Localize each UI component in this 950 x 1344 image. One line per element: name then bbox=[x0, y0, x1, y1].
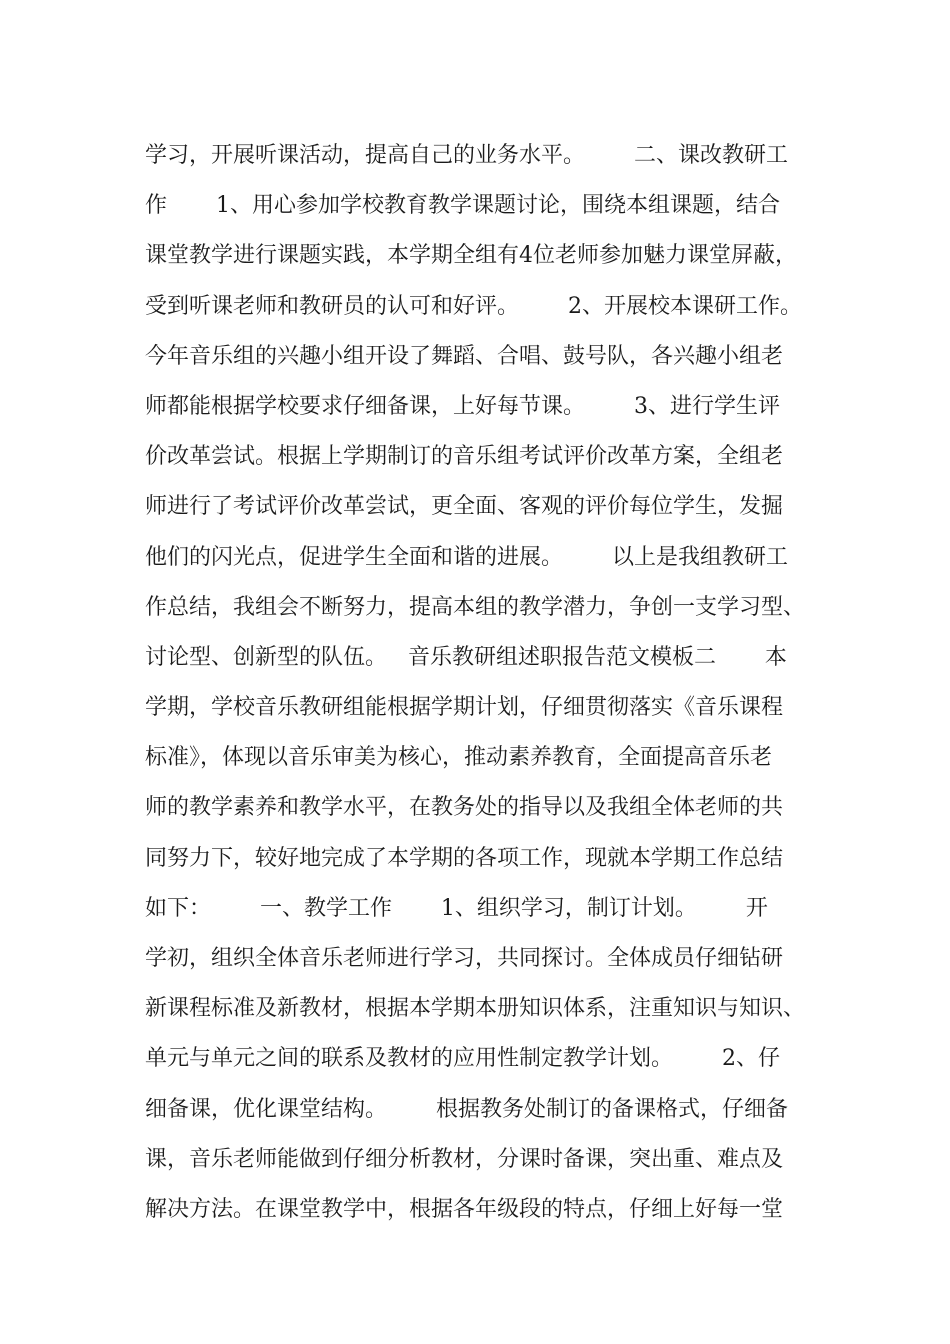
text-line: 受到听课老师和教研员的认可和好评。 2、开展校本课研工作。 bbox=[145, 293, 802, 319]
text-line: 今年音乐组的兴趣小组开设了舞蹈、合唱、鼓号队，各兴趣小组老 bbox=[145, 343, 784, 369]
text-line: 师都能根据学校要求仔细备课，上好每节课。 3、进行学生评 bbox=[145, 393, 780, 419]
text-line: 他们的闪光点，促进学生全面和谐的进展。 以上是我组教研工 bbox=[145, 544, 788, 570]
text-line: 如下： 一、教学工作 1、组织学习，制订计划。 开 bbox=[145, 895, 768, 921]
text-line: 单元与单元之间的联系及教材的应用性制定教学计划。 2、仔 bbox=[145, 1046, 780, 1072]
text-line: 师进行了考试评价改革尝试，更全面、客观的评价每位学生，发掘 bbox=[145, 494, 784, 520]
text-line: 学期，学校音乐教研组能根据学期计划，仔细贯彻落实《音乐课程 bbox=[145, 695, 784, 721]
text-line: 作 1、用心参加学校教育教学课题讨论，围绕本组课题，结合 bbox=[145, 193, 780, 219]
text-line: 学初，组织全体音乐老师进行学习，共同探讨。全体成员仔细钻研 bbox=[145, 946, 784, 971]
text-line: 新课程标准及新教材，根据本学期本册知识体系，注重知识与知识、 bbox=[145, 996, 806, 1022]
text-line: 价改革尝试。根据上学期制订的音乐组考试评价改革方案，全组老 bbox=[145, 444, 784, 470]
text-line: 课，音乐老师能做到仔细分析教材，分课时备课，突出重、难点及 bbox=[145, 1146, 784, 1172]
text-line: 学习，开展听课活动，提高自己的业务水平。 二、课改教研工 bbox=[145, 143, 788, 168]
body-text bbox=[145, 131, 825, 1235]
text-line: 解决方法。在课堂教学中，根据各年级段的特点，仔细上好每一堂 bbox=[145, 1196, 784, 1222]
text-line: 同努力下，较好地完成了本学期的各项工作，现就本学期工作总结 bbox=[145, 845, 784, 871]
text-line: 标准》，体现以音乐审美为核心，推动素养教育，全面提高音乐老 bbox=[145, 745, 773, 771]
text-line: 作总结，我组会不断努力，提高本组的教学潜力，争创一支学习型、 bbox=[145, 594, 806, 620]
text-line: 细备课，优化课堂结构。 根据教务处制订的备课格式，仔细备 bbox=[145, 1096, 788, 1122]
text-line: 师的教学素养和教学水平，在教务处的指导以及我组全体老师的共 bbox=[145, 795, 784, 821]
text-line: 课堂教学进行课题实践，本学期全组有4位老师参加魅力课堂屏蔽， bbox=[145, 243, 797, 269]
text-line: 讨论型、创新型的队伍。 音乐教研组述职报告范文模板二 本 bbox=[145, 644, 787, 670]
